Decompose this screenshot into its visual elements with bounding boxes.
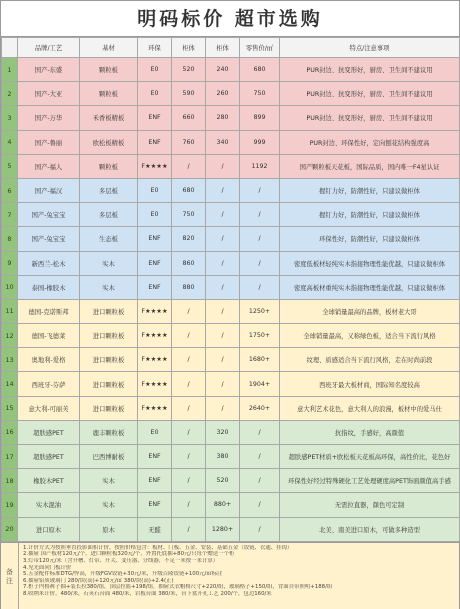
row-env: E0 [138,58,172,82]
row-material: 进口颗粒板 [80,299,138,323]
table-row [2,82,460,106]
row-feature: 密度高板材重纯实木指接物理性能优越，只建议做柜体 [280,275,460,299]
row-feature: 超肤感PET材质+欧松板天花板高环保，高性价比，花色好 [280,445,460,469]
table-row [2,348,460,372]
row-env: ENF [138,275,172,299]
row-price: / [240,517,280,541]
row-price: / [240,275,280,299]
row-feature: 全球销量最高的品牌，板材老大哥 [280,299,460,323]
row-feature: 北美、南美进口原木，可做多种造型 [280,517,460,541]
row-number: 17 [2,445,18,469]
header-price: 零售价/㎡ [240,38,280,58]
table-row [2,58,460,82]
price-table [1,37,460,542]
row-cabinet-2: / [206,396,240,420]
row-env: 无醛 [138,517,172,541]
row-price: 1192 [240,154,280,178]
row-material: 进口颗粒板 [80,372,138,396]
row-feature: 抗指纹，手感好，高颜值 [280,420,460,444]
row-price: / [240,493,280,517]
page-title: 明码标价 超市选购 [1,1,459,37]
table-row [2,372,460,396]
row-feature: 国产颗粒板天花板，国际品质，国内唯一F4星认证 [280,154,460,178]
row-number: 10 [2,275,18,299]
row-price: / [240,445,280,469]
row-brand: 西班牙-芬萨 [18,372,80,396]
table-row [2,324,460,348]
row-brand: 德国-飞德莱 [18,324,80,348]
row-cabinet-1: / [172,396,206,420]
row-price: 1904+ [240,372,280,396]
row-price: 1250+ [240,299,280,323]
table-row [2,227,460,251]
row-cabinet-2: 880+ [206,493,240,517]
row-material: 颗粒板 [80,154,138,178]
row-number: 20 [2,517,18,541]
row-env: F★★★★ [138,348,172,372]
row-cabinet-1: 750 [172,203,206,227]
note-line: 6.抽屉铝质玻璃门 280/块(高)+120元/㎡ 380/块(高)+2.4(正) [23,577,174,584]
row-cabinet-1: / [172,372,206,396]
row-material: 颗粒板 [80,82,138,106]
header-cabinet-1: 柜体 [172,38,206,58]
row-material: 进口颗粒板 [80,324,138,348]
header-no [2,38,18,58]
table-row [2,469,460,493]
table-row [2,251,460,275]
row-price: 750 [240,82,280,106]
row-feature: PUR封边、抗变形好，厨房、卫生间不建议用 [280,58,460,82]
row-number: 1 [2,58,18,82]
row-cabinet-2: 260 [206,82,240,106]
row-material: 原木 [80,517,138,541]
row-cabinet-2: / [206,299,240,323]
row-cabinet-1: / [172,445,206,469]
row-material: 禾香板精板 [80,106,138,130]
table-row [2,420,460,444]
row-cabinet-2: 1280+ [206,517,240,541]
row-env: F★★★★ [138,372,172,396]
row-feature: 全球销量最高，又称绿色板，适合当下流行风格 [280,324,460,348]
row-number: 16 [2,420,18,444]
row-feature: 握钉力好，防潮性好，只建议做柜体 [280,178,460,202]
notes-label: 备注 [1,543,19,609]
row-cabinet-2: / [206,203,240,227]
row-material: 生态板 [80,227,138,251]
row-env: ENF [138,106,172,130]
row-brand: 德国-克诺斯邦 [18,299,80,323]
row-cabinet-1: / [172,420,206,444]
row-cabinet-1: 820 [172,227,206,251]
row-material: 欧松板精板 [80,130,138,154]
note-line: 5.五金配件标准DTG/悍高，升级FGV铰链+30元/米，升级百隆铰链+100元/㎡标注 [23,571,223,578]
row-cabinet-1: 680 [172,178,206,202]
row-number: 8 [2,227,18,251]
row-brand: 实木混油 [18,493,80,517]
row-material: 实木 [80,275,138,299]
note-line: 4.见光面同门板计价 [23,564,72,571]
notes-body [19,543,459,609]
row-price: 899 [240,106,280,130]
row-cabinet-1: / [172,469,206,493]
row-cabinet-1: 860 [172,251,206,275]
row-env: ENF [138,130,172,154]
row-cabinet-2: 320 [206,420,240,444]
row-cabinet-1: 660 [172,106,206,130]
row-number: 4 [2,130,18,154]
row-feature: PUR封边、抗变形好，厨房、卫生间不建议用 [280,106,460,130]
row-material: 实木 [80,493,138,517]
row-brand: 新西兰-松木 [18,251,80,275]
row-brand: 国产-东盛 [18,58,80,82]
row-price: / [240,227,280,251]
note-line: 1.计价方式为按照垂直投影面积计价，按照价格包含：板材、门板、五金、安装、基础五金（铰链、衣通、挂钩） [23,544,293,551]
row-feature: 环保性好经过特殊硬化工艺处理硬度高PET饰面颜值高手感 [280,469,460,493]
row-feature: 密度低板材轻纯实木指接物理性能优越，只建议做柜体 [280,251,460,275]
row-brand: 橡胶木PET [18,469,80,493]
row-brand: 超肤感PET [18,420,80,444]
table-row [2,178,460,202]
row-env: ENF [138,493,172,517]
row-brand: 国产-兔宝宝 [18,227,80,251]
row-number: 2 [2,82,18,106]
row-brand: 超肤感PET [18,445,80,469]
row-env: ENF [138,469,172,493]
row-cabinet-2: 280 [206,106,240,130]
row-env: E0 [138,178,172,202]
row-price: 999 [240,130,280,154]
row-material: 进口颗粒板 [80,396,138,420]
row-brand: 泰国-橡胶木 [18,275,80,299]
row-feature: 环保性好，防潮性好，只建议做柜体 [280,227,460,251]
note-line: 3.灯带120元/米（含开槽、灯带、开关、变压器、分线器，不足一米按一米计算） [23,557,219,564]
row-price: 680 [240,58,280,82]
table-row [2,275,460,299]
row-cabinet-2: / [206,251,240,275]
row-brand: 国产-万华 [18,106,80,130]
header-cabinet-2: 柜体 [206,38,240,58]
row-brand: 国产-鲁丽 [18,130,80,154]
row-env: E0 [138,420,172,444]
row-cabinet-2: 240 [206,58,240,82]
row-number: 11 [2,299,18,323]
row-cabinet-1: 520 [172,58,206,82]
row-brand: 进口原木 [18,517,80,541]
table-row [2,517,460,541]
row-price: / [240,469,280,493]
table-row [2,203,460,227]
row-env: F★★★★ [138,154,172,178]
row-cabinet-1: / [172,493,206,517]
row-price: 2640+ [240,396,280,420]
row-env: ENF [138,227,172,251]
row-cabinet-1: / [172,324,206,348]
row-feature: 纹理、质感适合当下流行风格，走在时尚前段 [280,348,460,372]
row-number: 14 [2,372,18,396]
row-number: 9 [2,251,18,275]
row-cabinet-1: 880 [172,275,206,299]
table-body [2,58,460,542]
row-material: 进口颗粒板 [80,348,138,372]
table-row [2,396,460,420]
table-header-row [2,38,460,58]
row-brand: 国产-福人 [18,154,80,178]
row-feature: PUR封边、环保性好，定向刨花结构强度高 [280,130,460,154]
row-number: 6 [2,178,18,202]
row-feature: 无需拉直器，颜色可定制 [280,493,460,517]
row-brand: 意大利-可丽芙 [18,396,80,420]
row-price: 1680+ [240,348,280,372]
row-material: 实木 [80,251,138,275]
row-number: 13 [2,348,18,372]
row-feature: 意大利艺术花色，意大利人的浪漫，板材中的爱马仕 [280,396,460,420]
note-line: 7.柜子内格裤子抽+装长拉380/组，顶层拉篮+198/组，抽屉式衣帽格尺寸+220/组，玻璃格子+150/组，背面自带照明+188/组 [23,584,333,591]
header-env: 环保 [138,38,172,58]
row-env: ENF [138,445,172,469]
row-price: / [240,251,280,275]
row-env: F★★★★ [138,324,172,348]
row-price: / [240,420,280,444]
table-row [2,154,460,178]
row-brand: 国产-兔宝宝 [18,203,80,227]
row-cabinet-2: 380 [206,445,240,469]
row-cabinet-2: / [206,178,240,202]
row-cabinet-1: / [172,517,206,541]
row-price: 1750+ [240,324,280,348]
row-material: 多层板 [80,178,138,202]
row-number: 7 [2,203,18,227]
table-row [2,130,460,154]
row-material: 鹿丰颗粒板 [80,420,138,444]
row-feature: 握钉力好，防潮性好，只建议做柜体 [280,203,460,227]
header-brand: 品牌/工艺 [18,38,80,58]
row-env: E0 [138,203,172,227]
row-cabinet-2: / [206,372,240,396]
row-cabinet-1: / [172,299,206,323]
notes-section [1,542,459,609]
row-number: 15 [2,396,18,420]
row-number: 5 [2,154,18,178]
row-cabinet-1: 760 [172,130,206,154]
table-row [2,493,460,517]
row-brand: 国产-福汉 [18,178,80,202]
header-material: 基材 [80,38,138,58]
row-number: 19 [2,493,18,517]
header-feature: 特点/注意事项 [280,38,460,58]
row-material: 实木 [80,469,138,493]
row-material: 颗粒板 [80,58,138,82]
row-price: / [240,203,280,227]
note-line: 8.收纳米计价，480/米，石英石台面 480/米，岩板台面 380/米，台下盆开孔工艺 200/个，包边160/米 [23,590,272,597]
row-cabinet-1: / [172,348,206,372]
row-cabinet-2: / [206,348,240,372]
row-env: F★★★★ [138,299,172,323]
row-cabinet-2: / [206,154,240,178]
row-brand: 奥地利-爱格 [18,348,80,372]
row-material: 多层板 [80,203,138,227]
row-brand: 国产-大亚 [18,82,80,106]
row-cabinet-2: / [206,275,240,299]
note-line: 2.抽屉 国产板材120元/个，进口颗粒板320元/个，外置托底抽+80元/只每个赠送一个柜 [23,551,235,558]
row-env: ENF [138,251,172,275]
row-feature: 西班牙最大板材商，国际知名度较高 [280,372,460,396]
row-cabinet-2: 520 [206,469,240,493]
row-number: 18 [2,469,18,493]
row-price: / [240,178,280,202]
row-cabinet-2: 340 [206,130,240,154]
row-number: 3 [2,106,18,130]
row-cabinet-2: / [206,324,240,348]
table-row [2,445,460,469]
row-cabinet-1: 590 [172,82,206,106]
table-row [2,106,460,130]
row-env: F★★★★ [138,396,172,420]
row-material: 巴西博耐板 [80,445,138,469]
table-row [2,299,460,323]
row-env: E0 [138,82,172,106]
row-cabinet-1: / [172,154,206,178]
row-number: 12 [2,324,18,348]
row-feature: PUR封边、抗变形好，厨房、卫生间不建议用 [280,82,460,106]
row-cabinet-2: / [206,227,240,251]
